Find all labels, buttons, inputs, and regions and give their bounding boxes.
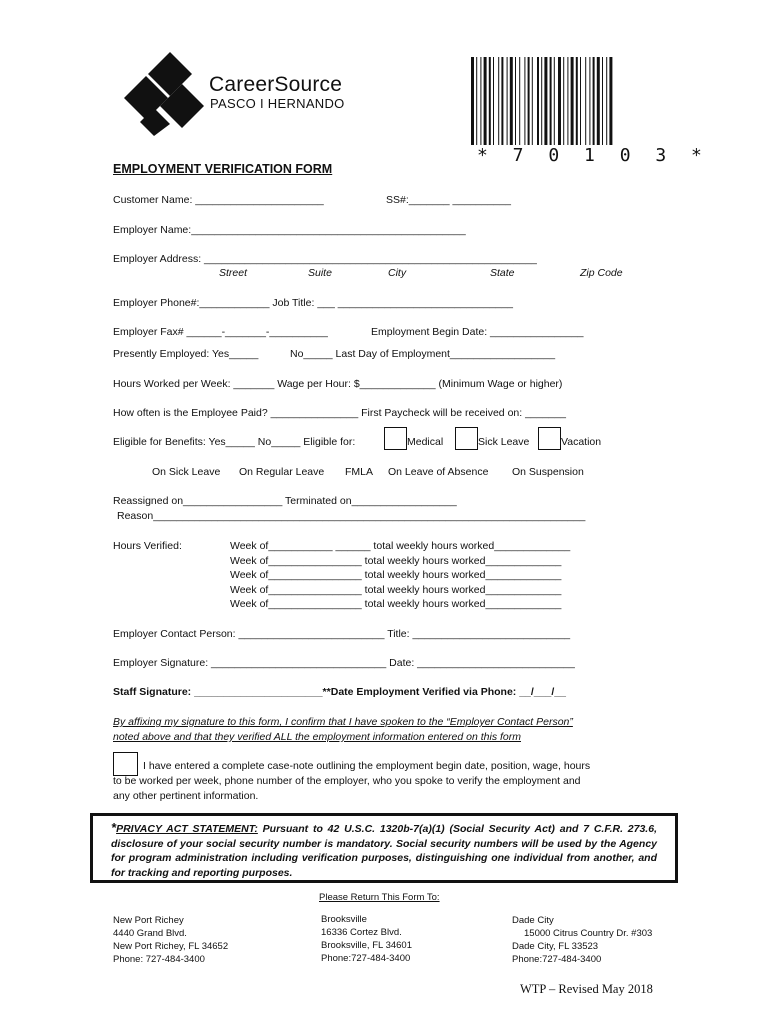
- form-title: EMPLOYMENT VERIFICATION FORM: [113, 162, 333, 176]
- privacy-body: Pursuant to 42 U.S.C. 1320b-7(a)(1) (Social Security Act) and 7 C.F.R. 273.6, disclosure of your social security number is mandatory. Social security numbers will be used by the Agency for program administration including verification purposes, distinguishing one individual from another, and for tracking and reporting purposes.: [111, 823, 657, 879]
- address-suite-label: Suite: [308, 267, 332, 279]
- status-on-leave-of-absence[interactable]: On Leave of Absence: [388, 466, 489, 478]
- office-brooksville: [321, 913, 412, 965]
- week-row[interactable]: Week of________________ total weekly hours worked_____________: [230, 569, 562, 581]
- status-fmla[interactable]: FMLA: [345, 466, 374, 478]
- medical-checkbox[interactable]: [384, 427, 407, 450]
- employer-name-field[interactable]: Employer Name:_______________________________________________: [113, 224, 466, 236]
- office-phone: Phone:727-484-3400: [512, 954, 602, 965]
- week-row[interactable]: Week of________________ total weekly hours worked_____________: [230, 555, 562, 567]
- staff-signature-field[interactable]: Staff Signature: ______________________**Date Employment Verified via Phone: __/___/__: [113, 686, 566, 698]
- office-name: Brooksville: [321, 914, 367, 925]
- employer-signature-field[interactable]: Employer Signature: ______________________________ Date: ___________________________: [113, 657, 575, 669]
- office-name: Dade City: [512, 915, 554, 926]
- privacy-act-statement: [90, 813, 678, 883]
- revision-footer: WTP – Revised May 2018: [520, 982, 653, 996]
- pay-frequency-field[interactable]: How often is the Employee Paid? _______________ First Paycheck will be received on: _______: [113, 407, 566, 419]
- barcode-icon: [470, 57, 655, 147]
- ss-field[interactable]: SS#:_______ __________: [386, 194, 511, 206]
- week-row[interactable]: Week of________________ total weekly hours worked_____________: [230, 598, 562, 610]
- office-city: Brooksville, FL 34601: [321, 940, 413, 951]
- address-state-label: State: [490, 267, 515, 279]
- reassigned-terminated-field[interactable]: Reassigned on_________________ Terminated on__________________: [113, 495, 457, 507]
- eligible-benefits-field[interactable]: Eligible for Benefits: Yes_____ No_____ Eligible for:: [113, 436, 356, 448]
- return-heading: Please Return This Form To:: [319, 892, 440, 903]
- sick-leave-checkbox[interactable]: [455, 427, 478, 450]
- employer-fax-field[interactable]: Employer Fax# ______-_______-__________: [113, 326, 328, 338]
- employer-address-field[interactable]: Employer Address: _________________________________________________________: [113, 253, 537, 265]
- status-on-regular-leave[interactable]: On Regular Leave: [239, 466, 325, 478]
- office-phone: Phone:727-484-3400: [321, 953, 411, 964]
- privacy-heading: PRIVACY ACT STATEMENT:: [116, 823, 258, 835]
- reason-field[interactable]: Reason__________________________________________________________________________: [117, 510, 586, 522]
- hours-verified-label: Hours Verified:: [113, 540, 182, 552]
- status-on-suspension[interactable]: On Suspension: [512, 466, 584, 478]
- employer-phone-field[interactable]: Employer Phone#:____________ Job Title: ___ ______________________________: [113, 297, 513, 309]
- employment-begin-date-field[interactable]: Employment Begin Date: ________________: [371, 326, 584, 338]
- sick-leave-label: Sick Leave: [478, 436, 530, 448]
- case-note-line-1: I have entered a complete case-note outlining the employment begin date, position, wage, hours: [143, 760, 591, 772]
- status-on-sick-leave[interactable]: On Sick Leave: [152, 466, 221, 478]
- careersource-logo-icon: [124, 50, 206, 136]
- office-street: 16336 Cortez Blvd.: [321, 927, 402, 938]
- vacation-checkbox[interactable]: [538, 427, 561, 450]
- logo-title: CareerSource: [209, 73, 343, 96]
- week-row[interactable]: Week of___________ ______ total weekly hours worked_____________: [230, 540, 571, 552]
- office-city: Dade City, FL 33523: [512, 941, 599, 952]
- affirmation-line-2: noted above and that they verified ALL the employment information entered on this form: [113, 731, 521, 743]
- address-zip-label: Zip Code: [580, 267, 623, 279]
- privacy-star: *: [111, 820, 117, 835]
- office-street: 15000 Citrus Country Dr. #303: [524, 928, 653, 939]
- medical-label: Medical: [407, 436, 444, 448]
- case-note-line-2: to be worked per week, phone number of the employer, who you spoke to verify the employment and: [113, 775, 581, 787]
- office-street: 4440 Grand Blvd.: [113, 928, 187, 939]
- barcode-number: * 7 0 1 0 3 *: [477, 145, 709, 166]
- presently-employed-yes-field[interactable]: Presently Employed: Yes_____: [113, 348, 259, 360]
- affirmation-line-1: By affixing my signature to this form, I confirm that I have spoken to the “Employer Contact Person”: [113, 716, 573, 728]
- hours-wage-field[interactable]: Hours Worked per Week: _______ Wage per Hour: $_____________ (Minimum Wage or higher): [113, 378, 563, 390]
- case-note-line-3: any other pertinent information.: [113, 790, 259, 802]
- office-phone: Phone: 727-484-3400: [113, 954, 205, 965]
- employer-contact-person-field[interactable]: Employer Contact Person: _________________________ Title: ___________________________: [113, 628, 571, 640]
- office-city: New Port Richey, FL 34652: [113, 941, 229, 952]
- customer-name-field[interactable]: Customer Name: ______________________: [113, 194, 324, 206]
- case-note-checkbox[interactable]: [113, 752, 138, 776]
- logo-subtitle: PASCO I HERNANDO: [210, 96, 345, 111]
- vacation-label: Vacation: [561, 436, 602, 448]
- address-street-label: Street: [219, 267, 248, 279]
- office-name: New Port Richey: [113, 915, 184, 926]
- address-city-label: City: [388, 267, 407, 279]
- office-dade-city: [512, 914, 652, 966]
- last-day-of-employment-field[interactable]: No_____ Last Day of Employment__________________: [290, 348, 556, 360]
- week-row[interactable]: Week of________________ total weekly hours worked_____________: [230, 584, 562, 596]
- office-new-port-richey: [113, 914, 228, 966]
